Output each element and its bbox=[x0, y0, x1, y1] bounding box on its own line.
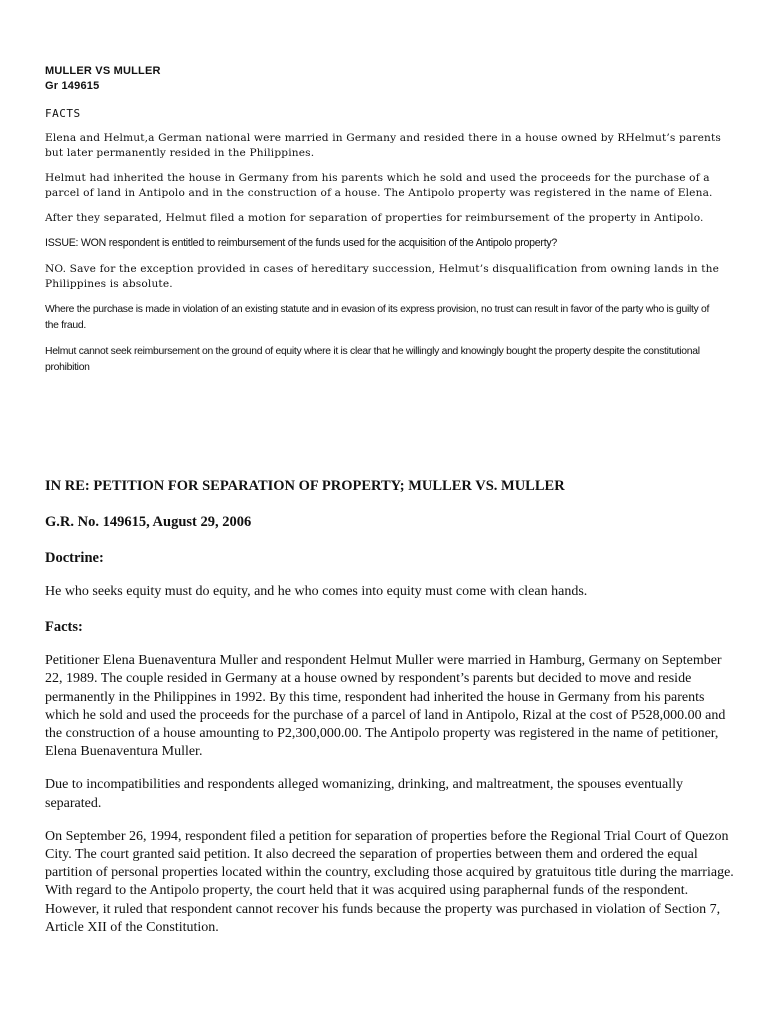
digest-paragraph-2: Helmut had inherited the house in Germany from his parents which he sold and used the proceeds for the purchase of a parcel of land in Antipolo and in the construction of a house. The Antipolo property was registered in the name of Elena. bbox=[45, 172, 713, 199]
doctrine-heading: Doctrine: bbox=[45, 550, 104, 566]
trust-paragraph: Where the purchase is made in violation of an existing statute and in evasion of its express provision, no trust can result in favor of the party who is guilty of the fraud. bbox=[45, 303, 710, 331]
ruling-paragraph: NO. Save for the exception provided in cases of hereditary succession, Helmut’s disqualification from owning lands in the Philippines is absolute. bbox=[45, 262, 719, 290]
full-case-digest bbox=[45, 476, 735, 937]
facts-paragraph-1: Petitioner Elena Buenaventura Muller and respondent Helmut Muller were married in Hamburg, Germany on September 22, 1989. The couple resided in Germany at a house owned by respondent’s parents but decided to move and reside permanently in the Philippines in 1992. By this time, respondent had inherited the house in Germany from his parents which he sold and used the proceeds for the purchase of a parcel of land in Antipolo, Rizal at the cost of P528,000.00 and the construction of a house amounting to P2,300,000.00. The Antipolo property was registered in the name of petitioner, Elena Buenaventura Muller. bbox=[45, 653, 726, 760]
facts-paragraph-3: On September 26, 1994, respondent filed a petition for separation of properties before the Regional Trial Court of Quezon City. The court granted said petition. It also decreed the separation of properties between them and ordered the equal partition of personal properties located within the country, excluding those acquired by gratuitous title during the marriage. With regard to the Antipolo property, the court held that it was acquired using paraphernal funds of the respondent. However, it ruled that respondent cannot recover his funds because the property was purchased in violation of Section 7, Article XII of the Constitution. bbox=[45, 828, 734, 935]
facts-paragraph-2: Due to incompatibilities and respondents alleged womanizing, drinking, and maltreatment, the spouses eventually separated. bbox=[45, 777, 684, 811]
citation: G.R. No. 149615, August 29, 2006 bbox=[45, 514, 252, 530]
gr-number: Gr 149615 bbox=[45, 80, 100, 92]
facts-heading: Facts: bbox=[45, 619, 83, 636]
digest-paragraph-1: Elena and Helmut,a German national were married in Germany and resided there in a house owned by RHelmut’s parents but later permanently resided in the Philippines. bbox=[45, 132, 721, 159]
facts-label: FACTS bbox=[45, 107, 81, 120]
doctrine-text: He who seeks equity must do equity, and he who comes into equity must come with clean hands. bbox=[45, 584, 588, 599]
digest-title: IN RE: PETITION FOR SEPARATION OF PROPERTY; MULLER VS. MULLER bbox=[45, 478, 565, 494]
equity-paragraph: Helmut cannot seek reimbursement on the ground of equity where it is clear that he willingly and knowingly bought the property despite the constitutional prohibition bbox=[45, 345, 700, 373]
case-title: MULLER VS MULLER bbox=[45, 65, 161, 77]
case-digest-summary bbox=[45, 64, 725, 376]
issue-paragraph: ISSUE: WON respondent is entitled to reimbursement of the funds used for the acquisition of the Antipolo property? bbox=[45, 237, 558, 249]
digest-paragraph-3: After they separated, Helmut filed a motion for separation of properties for reimbursement of the property in Antipolo. bbox=[45, 212, 704, 224]
